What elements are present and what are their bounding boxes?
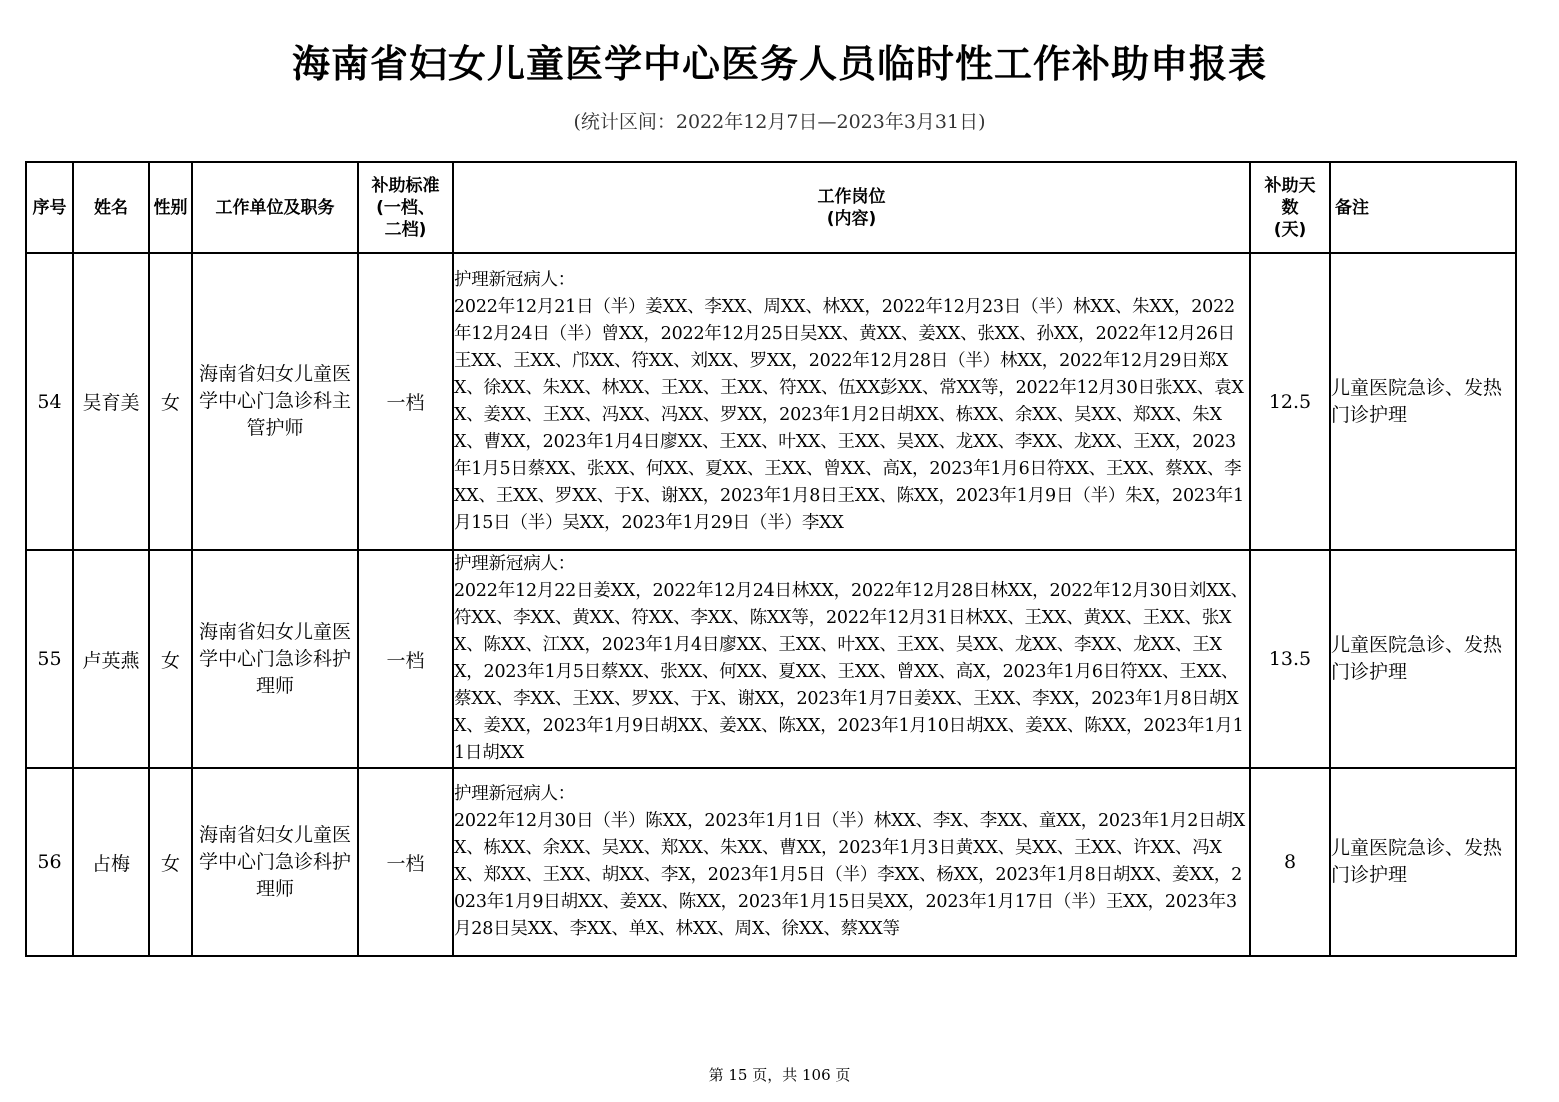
cell-standard: 一档 <box>358 253 453 550</box>
subsidy-table <box>25 161 1517 957</box>
post-title: 护理新冠病人： <box>454 784 576 804</box>
cell-gender: 女 <box>149 550 192 768</box>
cell-seq: 56 <box>26 768 73 956</box>
statistics-period: (统计区间：2022年12月7日—2023年3月31日) <box>573 111 986 133</box>
cell-post <box>453 550 1250 768</box>
header-seq: 序号 <box>26 162 73 253</box>
cell-post <box>453 253 1250 550</box>
post-content: 2022年12月30日（半）陈XX，2023年1月1日（半）林XX、李X、李XX、童XX，2023年1月2日胡XX、栋XX、余XX、吴XX、郑XX、朱XX、曹XX，2023年1月3日黄XX、吴XX、王XX、许XX、冯XX、郑XX、王XX、胡XX、李X，2023年1月5日（半）李XX、杨XX，2023年1月8日胡XX、姜XX，2023年1月9日胡XX、姜XX、陈XX，2023年1月15日吴XX，2023年1月17日（半）王XX，2023年3月28日吴XX、李XX、单X、林XX、周X、徐XX、蔡XX等 <box>454 811 1246 939</box>
header-standard: 补助标准 (一档、 二档) <box>358 162 453 253</box>
header-gender: 性别 <box>149 162 192 253</box>
cell-seq: 54 <box>26 253 73 550</box>
post-content: 2022年12月21日（半）姜XX、李XX、周XX、林XX，2022年12月23日（半）林XX、朱XX，2022年12月24日（半）曾XX，2022年12月25日吴XX、黄XX、姜XX、张XX、孙XX，2022年12月26日王XX、王XX、邝XX、符XX、刘XX、罗XX，2022年12月28日（半）林XX，2022年12月29日郑XX、徐XX、朱XX、林XX、王XX、王XX、符XX、伍XX彭XX、常XX等，2022年12月30日张XX、袁XX、姜XX、王XX、冯XX、冯XX、罗XX，2023年1月2日胡XX、栋XX、余XX、吴XX、郑XX、朱XX、曹XX，2023年1月4日廖XX、王XX、叶XX、王XX、吴XX、龙XX、李XX、龙XX、王XX，2023年1月5日蔡XX、张XX、何XX、夏XX、王XX、曾XX、高X，2023年1月6日符XX、王XX、蔡XX、李XX、王XX、罗XX、于X、谢XX，2023年1月8日王XX、陈XX，2023年1月9日（半）朱X，2023年1月15日（半）吴XX，2023年1月29日（半）李XX <box>454 296 1244 533</box>
cell-name: 占梅 <box>73 768 149 956</box>
table-header-row <box>26 162 1516 253</box>
cell-days: 13.5 <box>1250 550 1330 768</box>
table-row <box>26 550 1516 768</box>
post-title: 护理新冠病人： <box>454 554 576 574</box>
cell-post <box>453 768 1250 956</box>
header-post: 工作岗位 (内容) <box>453 162 1250 253</box>
cell-gender: 女 <box>149 768 192 956</box>
cell-note: 儿童医院急诊、发热门诊护理 <box>1330 253 1516 550</box>
cell-gender: 女 <box>149 253 192 550</box>
table-row <box>26 768 1516 956</box>
cell-unit: 海南省妇女儿童医学中心门急诊科护理师 <box>192 550 358 768</box>
cell-seq: 55 <box>26 550 73 768</box>
header-unit: 工作单位及职务 <box>192 162 358 253</box>
header-name: 姓名 <box>73 162 149 253</box>
cell-days: 12.5 <box>1250 253 1330 550</box>
cell-name: 吴育美 <box>73 253 149 550</box>
page-number: 第 15 页，共 106 页 <box>708 1066 851 1084</box>
cell-note: 儿童医院急诊、发热门诊护理 <box>1330 768 1516 956</box>
cell-standard: 一档 <box>358 550 453 768</box>
table-row <box>26 253 1516 550</box>
document-title: 海南省妇女儿童医学中心医务人员临时性工作补助申报表 <box>291 42 1267 86</box>
cell-standard: 一档 <box>358 768 453 956</box>
cell-unit: 海南省妇女儿童医学中心门急诊科护理师 <box>192 768 358 956</box>
cell-unit: 海南省妇女儿童医学中心门急诊科主管护师 <box>192 253 358 550</box>
cell-days: 8 <box>1250 768 1330 956</box>
header-days: 补助天 数 (天) <box>1250 162 1330 253</box>
cell-note: 儿童医院急诊、发热门诊护理 <box>1330 550 1516 768</box>
header-note: 备注 <box>1330 162 1516 253</box>
cell-name: 卢英燕 <box>73 550 149 768</box>
post-content: 2022年12月22日姜XX，2022年12月24日林XX，2022年12月28日林XX，2022年12月30日刘XX、符XX、李XX、黄XX、符XX、李XX、陈XX等，2022年12月31日林XX、王XX、黄XX、王XX、张XX、陈XX、江XX，2023年1月4日廖XX、王XX、叶XX、王XX、吴XX、龙XX、李XX、龙XX、王XX，2023年1月5日蔡XX、张XX、何XX、夏XX、王XX、曾XX、高X，2023年1月6日符XX、王XX、蔡XX、李XX、王XX、罗XX、于X、谢XX，2023年1月7日姜XX、王XX、李XX，2023年1月8日胡XX、姜XX，2023年1月9日胡XX、姜XX、陈XX，2023年1月10日胡XX、姜XX、陈XX，2023年1月11日胡XX <box>454 581 1248 763</box>
post-title: 护理新冠病人： <box>454 269 576 290</box>
